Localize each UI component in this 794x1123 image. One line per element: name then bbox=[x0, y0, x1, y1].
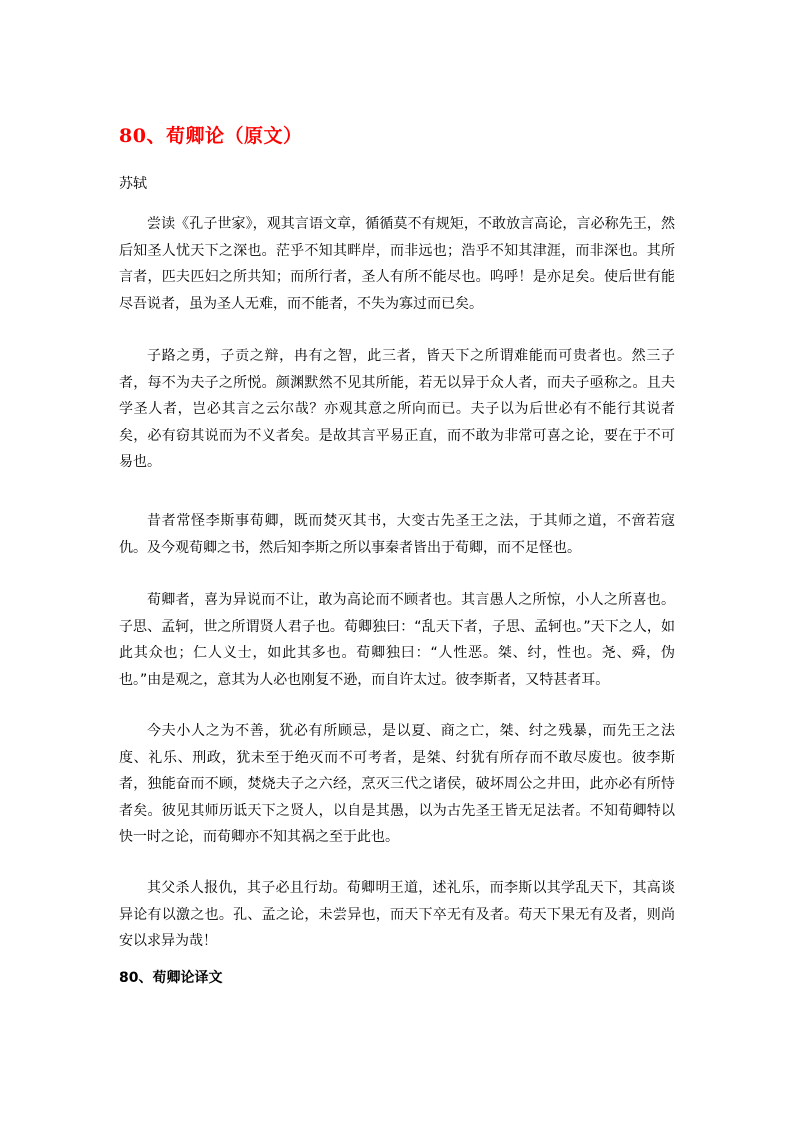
paragraph: 其父杀人报仇，其子必且行劫。荀卿明王道，述礼乐，而李斯以其学乱天下，其高谈异论有以激之也。孔、孟之论，未尝异也，而天下卒无有及者。苟天下果无有及者，则尚安以求异为哉！ bbox=[119, 880, 675, 949]
translation-heading: 80、荀卿论译文 bbox=[119, 970, 223, 986]
paragraph: 昔者常怪李斯事荀卿，既而焚灭其书，大变古先圣王之法，于其师之道，不啻若寇仇。及今观荀卿之书，然后知李斯之所以事秦者皆出于荀卿，而不足怪也。 bbox=[119, 513, 675, 556]
paragraph: 今夫小人之为不善，犹必有所顾忌，是以夏、商之亡，桀、纣之残暴，而先王之法度、礼乐、刑政，犹未至于绝灭而不可考者，是桀、纣犹有所存而不敢尽废也。彼李斯者，独能奋而不顾，焚烧夫子之六经，烹灭三代之诸侯，破坏周公之井田，此亦必有所恃者矣。彼见其师历诋天下之贤人，以自是其愚，以为古先圣王皆无足法者。不知荀卿特以快一时之论，而荀卿亦不知其祸之至于此也。 bbox=[119, 723, 675, 845]
author-name: 苏轼 bbox=[119, 176, 147, 192]
paragraph: 子路之勇，子贡之辩，冉有之智，此三者，皆天下之所谓难能而可贵者也。然三子者，每不为夫子之所悦。颜渊默然不见其所能，若无以异于众人者，而夫子亟称之。且夫学圣人者，岂必其言之云尔哉？亦观其意之所向而已。夫子以为后世必有不能行其说者矣，必有窃其说而为不义者矣。是故其言平易正直，而不敢为非常可喜之论，要在于不可易也。 bbox=[119, 348, 675, 470]
document-title: 80、荀卿论（原文） bbox=[119, 125, 303, 147]
paragraph: 尝读《孔子世家》，观其言语文章，循循莫不有规矩，不敢放言高论，言必称先王，然后知圣人忧天下之深也。茫乎不知其畔岸，而非远也；浩乎不知其津涯，而非深也。其所言者，匹夫匹妇之所共知；而所行者，圣人有所不能尽也。呜呼！是亦足矣。使后世有能尽吾说者，虽为圣人无难，而不能者，不失为寡过而已矣。 bbox=[119, 216, 675, 312]
paragraph: 荀卿者，喜为异说而不让，敢为高论而不顾者也。其言愚人之所惊，小人之所喜也。子思、孟轲，世之所谓贤人君子也。荀卿独曰：“乱天下者，子思、孟轲也。”天下之人，如此其众也；仁人义士，如此其多也。荀卿独曰：“人性恶。桀、纣，性也。尧、舜，伪也。”由是观之，意其为人必也刚复不逊，而自许太过。彼李斯者，又特甚者耳。 bbox=[119, 592, 675, 688]
